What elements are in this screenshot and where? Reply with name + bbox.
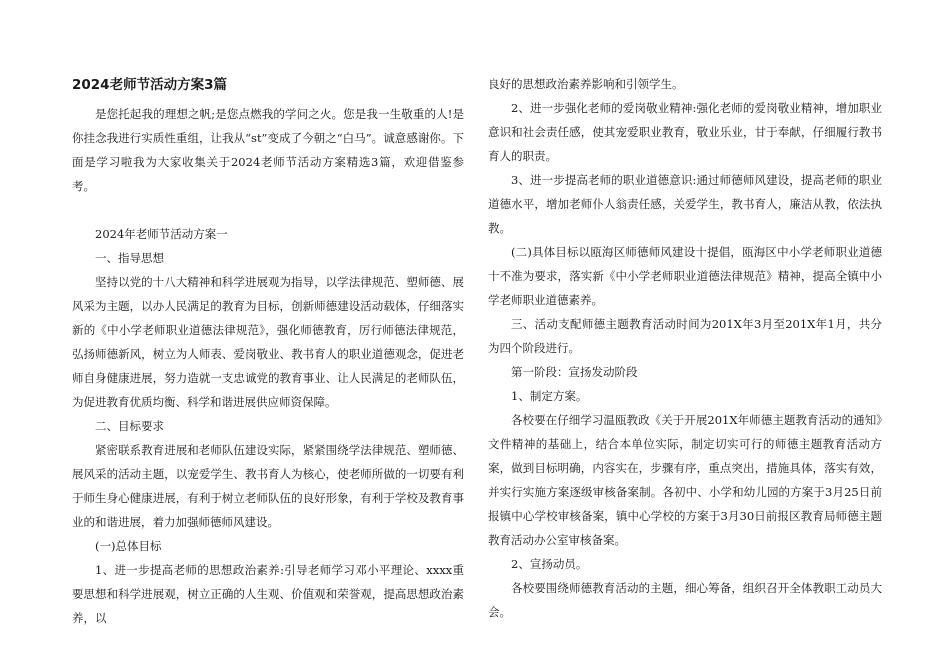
body-paragraph: 2、进一步强化老师的爱岗敬业精神:强化老师的爱岗敬业精神，增加职业意识和社会责任感，使其宠爱职业教育，敬业乐业，甘于奉献，仔细履行教书育人的职责。 (488, 101, 882, 163)
section-heading: 1、制定方案。 (511, 389, 588, 403)
spacer (72, 198, 464, 222)
section-heading: (一)总体目标 (95, 539, 162, 553)
section-heading: 二、目标要求 (95, 419, 164, 433)
body-paragraph: 1、进一步提高老师的思想政治素养:引导老师学习邓小平理论、xxxx重要思想和科学进展观，树立正确的人生观、价值观和荣誉观，提高思想政治素养，以 (72, 563, 464, 625)
body-paragraph: 3、进一步提高老师的职业道德意识:通过师德师风建设，提高老师的职业道德水平，增加老师仆人翁责任感，关爱学生，教书育人，廉洁从教，依法执教。 (488, 173, 882, 235)
section-heading: 2024年老师节活动方案一 (95, 227, 228, 241)
body-paragraph: 坚持以党的十八大精神和科学进展观为指导，以学法律规范、塑师德、展风采为主题，以办人民满足的教育为目标，创新师德建设活动载体，仔细落实新的《中小学老师职业道德法律规范》，强化师德教育，厉行师德法律规范，弘扬师德新风，树立为人师表、爱岗敬业、教书育人的职业道德观念，促进老师自身健康进展，努力造就一支忠诚党的教育事业、让人民满足的老师队伍，为促进教育优质均衡、科学和谐进展供应师资保障。 (72, 275, 464, 409)
right-column (488, 72, 882, 624)
body-paragraph: 三、活动支配师德主题教育活动时间为201X年3月至201X年1月，共分为四个阶段进行。 (488, 317, 882, 355)
body-paragraph: 各校要在仔细学习温瓯教政《关于开展201X年师德主题教育活动的通知》文件精神的基础上，结合本单位实际，制定切实可行的师德主题教育活动方案，做到目标明确，内容实在，步骤有序，重点突出，措施具体，落实有效，并实行实施方案逐级审核备案制。各初中、小学和幼儿园的方案于3月25日前报镇中心学校审核备案，镇中心学校的方案于3月30日前报区教育局师德主题教育活动办公室审核备案。 (488, 413, 882, 547)
section-heading: 一、指导思想 (95, 251, 164, 265)
document-title: 2024老师节活动方案3篇 (72, 77, 227, 93)
body-paragraph: 各校要围绕师德教育活动的主题，细心筹备，组织召开全体教职工动员大会。 (488, 581, 882, 619)
body-paragraph: 紧密联系教育进展和老师队伍建设实际，紧紧围绕学法律规范、塑师德、展风采的活动主题，以宠爱学生、教书育人为核心，使老师所做的一切要有利于师生身心健康进展，有利于树立老师队伍的良好形象，有利于学校及教育事业的和谐进展，着力加强师德师风建设。 (72, 443, 464, 529)
section-heading: 2、宣扬动员。 (511, 557, 588, 571)
body-paragraph: 良好的思想政治素养影响和引领学生。 (488, 77, 684, 91)
intro-paragraph: 是您托起我的理想之帆;是您点燃我的学问之火。您是我一生敬重的人!是你挂念我进行实质性重组，让我从“st”变成了今朝之“白马”。诚意感谢你。下面是学习啦我为大家收集关于2024老师节活动方案精选3篇，欢迎借鉴参考。 (72, 107, 464, 193)
left-column (72, 72, 464, 630)
section-heading: 第一阶段：宣扬发动阶段 (511, 365, 638, 379)
body-paragraph: (二)具体目标以瓯海区师德师风建设十提倡，瓯海区中小学老师职业道德十不准为要求，落实新《中小学老师职业道德法律规范》精神，提高全镇中小学老师职业道德素养。 (488, 245, 882, 307)
